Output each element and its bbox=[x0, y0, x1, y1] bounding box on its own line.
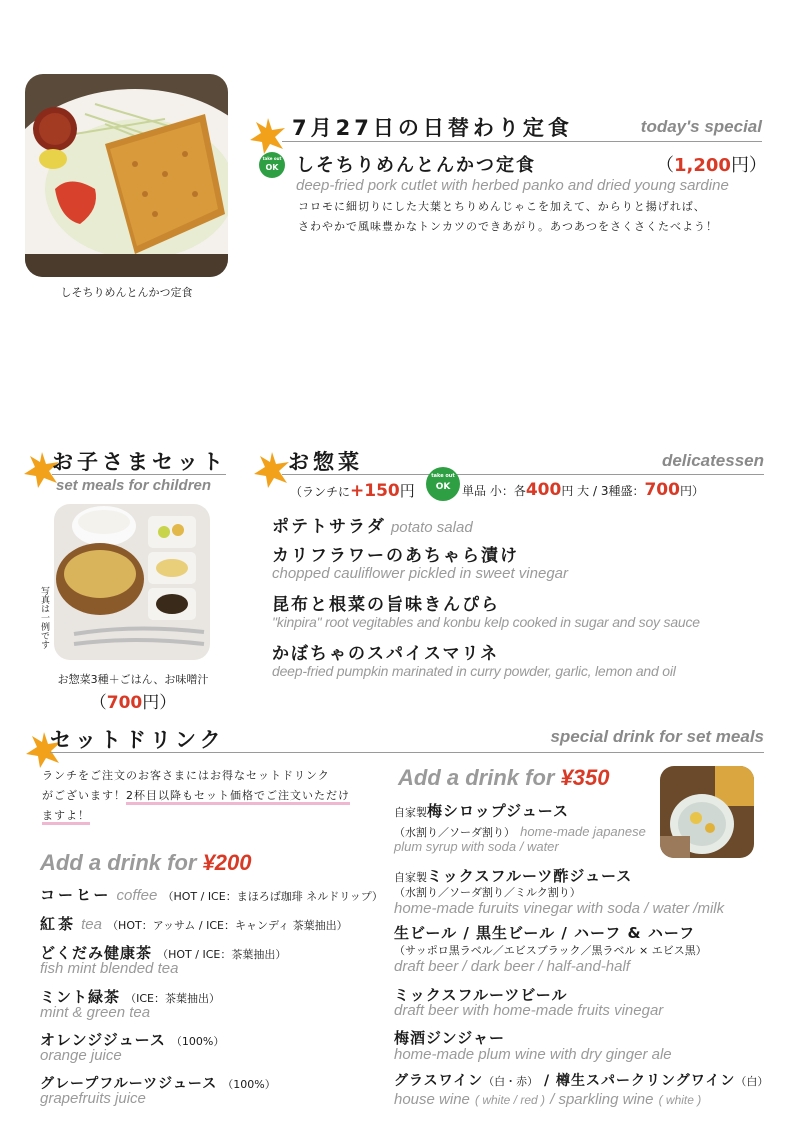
takeout-badge: take out OK bbox=[426, 467, 460, 501]
drink-item-en: grapefruits juice bbox=[40, 1090, 146, 1107]
drink-item-en: home-made furuits vinegar with soda / water /milk bbox=[394, 900, 725, 917]
drinks-title: セットドリンク bbox=[50, 728, 225, 752]
special-rule bbox=[282, 141, 762, 142]
kids-set-photo bbox=[54, 504, 210, 660]
special-dish-name: しそちりめんとんかつ定食 bbox=[296, 155, 536, 176]
deli-item-en: chopped cauliflower pickled in sweet vinegar bbox=[272, 565, 569, 582]
drink-item: 生ビール / 黒生ビール / ハーフ & ハーフ bbox=[394, 924, 696, 942]
drink-item: ミント緑茶 （ICE：茶葉抽出） bbox=[40, 988, 220, 1006]
special-title-en: today's special bbox=[640, 117, 762, 136]
kids-rule bbox=[52, 474, 226, 475]
drink-item: グレープフルーツジュース （100%） bbox=[40, 1076, 276, 1092]
drink-item-note: （水割り／ソーダ割り） home-made japanese bbox=[394, 824, 646, 839]
tonkatsu-photo bbox=[25, 74, 228, 277]
deli-item-en: "kinpira" root vegitables and konbu kelp cooked in sugar and soy sauce bbox=[272, 614, 700, 630]
drink-item-note: （サッポロ黒ラベル／エビスブラック／黒ラベル × エビス黒） bbox=[394, 944, 707, 957]
deli-price-line: （ランチに+150円 bbox=[290, 481, 415, 501]
drinks-rule bbox=[50, 752, 764, 753]
deli-price-detail: 単品 小：各400円 大 / 3種盛：700円） bbox=[462, 480, 704, 500]
deli-rule bbox=[282, 474, 764, 475]
drink-item-en: plum syrup with soda / water bbox=[394, 839, 559, 854]
special-dish-en: deep-fried pork cutlet with herbed panko and dried young sardine bbox=[296, 177, 729, 194]
special-desc-1: コロモに細切りにした大葉とちりめんじゃこを加えて、からりと揚げれば、 bbox=[298, 200, 706, 213]
drink-item-en: mint & green tea bbox=[40, 1004, 151, 1021]
takeout-badge: take out OK bbox=[259, 152, 285, 178]
drink-item: 梅酒ジンジャー bbox=[394, 1029, 505, 1047]
drink-item: 自家製ミックスフルーツ酢ジュース bbox=[394, 867, 633, 885]
deli-title-en: delicatessen bbox=[661, 451, 764, 470]
drink-item-en: house wine ( white / red ) / sparkling wine ( white ) bbox=[394, 1091, 702, 1108]
deli-item: ポテトサラダ potato salad bbox=[272, 517, 473, 537]
deli-title: お惣菜 bbox=[288, 450, 363, 474]
drink-item: 自家製梅シロップジュース bbox=[394, 802, 570, 820]
kids-price: （700円） bbox=[89, 693, 177, 713]
drink-item-en: orange juice bbox=[40, 1047, 122, 1064]
drinks-title-en: special drink for set meals bbox=[550, 727, 764, 746]
drink-item-en: home-made plum wine with dry ginger ale bbox=[394, 1046, 672, 1063]
kids-title: お子さまセット bbox=[52, 450, 227, 474]
special-title: 7月27日の日替わり定食 bbox=[292, 116, 573, 140]
special-photo-caption: しそちりめんとんかつ定食 bbox=[60, 286, 193, 299]
drink-item: どくだみ健康茶 （HOT / ICE：茶葉抽出） bbox=[40, 944, 287, 962]
drink-item-en: fish mint blended tea bbox=[40, 960, 179, 977]
drink-item: コーヒー coffee （HOT / ICE：まほろば珈琲 ネルドリップ） bbox=[40, 886, 383, 904]
special-price: （1,200円） bbox=[656, 155, 767, 176]
kids-desc: お惣菜3種＋ごはん、お味噌汁 bbox=[57, 673, 209, 686]
deli-item: 昆布と根菜の旨味きんぴら bbox=[272, 595, 500, 615]
deli-item: かぼちゃのスパイスマリネ bbox=[272, 644, 500, 664]
add-drink-350-heading: Add a drink for ¥350 bbox=[398, 765, 610, 790]
drink-item: 紅茶 tea （HOT：アッサム / ICE：キャンディ 茶葉抽出） bbox=[40, 915, 348, 933]
star-icon bbox=[254, 452, 290, 488]
deli-item-en: deep-fried pumpkin marinated in curry powder, garlic, lemon and oil bbox=[272, 663, 676, 679]
kids-photo-note: 写真は一例です bbox=[39, 586, 49, 649]
drink-item-en: draft beer / dark beer / half-and-half bbox=[394, 958, 630, 975]
drink-item: ミックスフルーツビール bbox=[394, 986, 568, 1004]
drink-item-en: draft beer with home-made fruits vinegar bbox=[394, 1002, 664, 1019]
kids-title-en: set meals for children bbox=[56, 477, 212, 494]
drinks-intro: ランチをご注文のお客さまにはお得なセットドリンク がございます！2杯目以降もセット価格でご注文いただけ ますよ！ bbox=[42, 766, 387, 826]
drink-item: オレンジジュース （100%） bbox=[40, 1031, 225, 1049]
add-drink-200-heading: Add a drink for ¥200 bbox=[40, 850, 252, 875]
special-desc-2: さわやかで風味豊かなトンカツのできあがり。あつあつをさくさくたべよう！ bbox=[298, 220, 718, 233]
drink-photo bbox=[660, 766, 754, 858]
drink-item: グラスワイン（白・赤） / 樽生スパークリングワイン（白） bbox=[394, 1073, 769, 1089]
deli-item: カリフラワーのあちゃら漬け bbox=[272, 546, 519, 566]
star-icon bbox=[250, 118, 286, 154]
drink-item-note: （水割り／ソーダ割り／ミルク割り） bbox=[394, 886, 581, 899]
